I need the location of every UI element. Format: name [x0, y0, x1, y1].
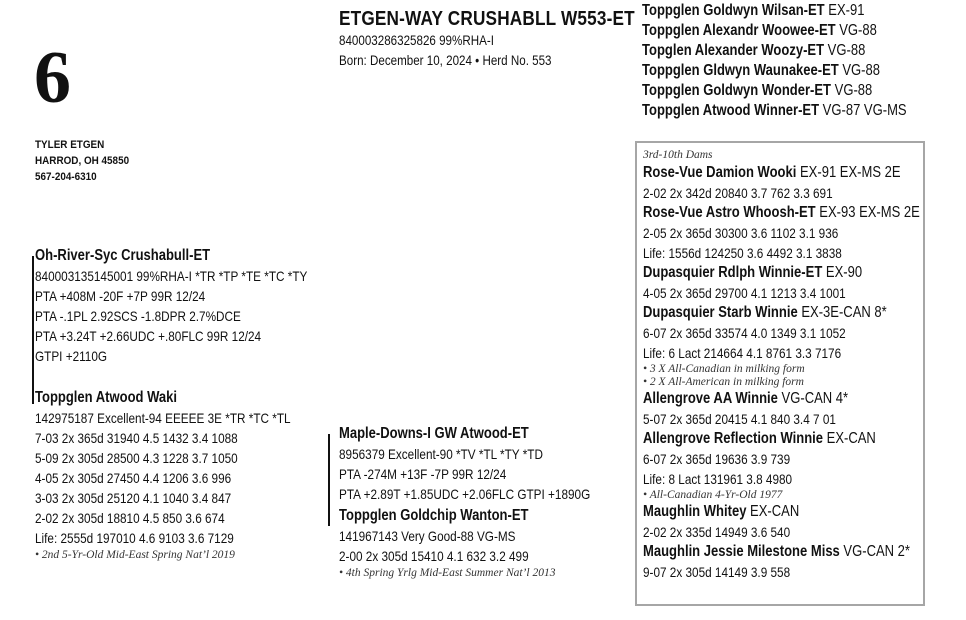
dams-rows — [643, 163, 966, 582]
ancestor-name-text: Allengrove Reflection Winnie — [643, 430, 824, 447]
maternal-grandsire-block — [339, 424, 638, 504]
dam-ancestor-record: 6-07 2x 365d 33574 4.0 1349 3.1 1052 — [643, 325, 846, 341]
pedigree-entry: Toppglen Goldwyn Wonder-ET VG-88 — [642, 82, 873, 99]
dam-ancestor-record: 2-02 2x 335d 14949 3.6 540 — [643, 524, 791, 540]
dam-ancestor-name — [643, 502, 920, 522]
mgs-name: Maple-Downs-I GW Atwood-ET — [339, 425, 529, 442]
ancestor-classification: EX-CAN — [746, 503, 800, 520]
ancestor-name-text: Maughlin Whitey — [643, 503, 747, 520]
mgs-line: PTA -274M +13F -7P 99R 12/24 — [339, 466, 507, 482]
dam-ancestor-record: Life: 1556d 124250 3.6 4492 3.1 3838 — [643, 245, 842, 261]
ancestor-name-text: Dupasquier Starb Winnie — [643, 304, 798, 321]
ancestor-name-text: Rose-Vue Damion Wooki — [643, 164, 797, 181]
pedigree-entry: Toppglen Gldwyn Waunakee-ET VG-88 — [642, 62, 881, 79]
dam-line: 142975187 Excellent-94 EEEEE 3E *TR *TC *TL — [35, 410, 291, 426]
ancestor-classification: EX-3E-CAN 8* — [797, 304, 887, 321]
dam-name: Toppglen Atwood Waki — [35, 389, 177, 406]
dam-line: 2-02 2x 305d 18810 4.5 850 3.6 674 — [35, 510, 225, 526]
sire-line: PTA +408M -20F +7P 99R 12/24 — [35, 288, 206, 304]
ancestor-name-text: Rose-Vue Astro Whoosh-ET — [643, 204, 816, 221]
dam-line: 7-03 2x 365d 31940 4.5 1432 3.4 1088 — [35, 430, 238, 446]
top-pedigree-list — [642, 1, 957, 121]
dam-ancestor-note: • 3 X All-Canadian in milking form — [643, 363, 805, 375]
sire-name: Oh-River-Syc Crushabull-ET — [35, 247, 211, 264]
dam-ancestor-note: • All-Canadian 4-Yr-Old 1977 — [643, 489, 783, 501]
maternal-granddam-block — [339, 506, 565, 580]
dam-ancestor-note: • 2 X All-American in milking form — [643, 376, 804, 388]
sire-line: GTPI +2110G — [35, 348, 108, 364]
dam-block — [35, 388, 339, 562]
ancestor-name-text: Allengrove AA Winnie — [643, 390, 778, 407]
ancestor-name-text: Dupasquier Rdlph Winnie-ET — [643, 264, 823, 281]
dam-line: 3-03 2x 305d 25120 4.1 1040 3.4 847 — [35, 490, 232, 506]
mgd-name: Toppglen Goldchip Wanton-ET — [339, 507, 529, 524]
pedigree-entry: Toppglen Goldwyn Wilsan-ET EX-91 — [642, 2, 865, 19]
pedigree-bracket-left — [32, 256, 34, 404]
dam-ancestor-record: 9-07 2x 305d 14149 3.9 558 — [643, 564, 791, 580]
sire-line: PTA -.1PL 2.92SCS -1.8DPR 2.7%DCE — [35, 308, 241, 324]
dam-ancestor-name — [643, 389, 920, 409]
dam-ancestor-name — [643, 263, 920, 283]
dam-ancestor-name — [643, 542, 920, 562]
mgd-line: 141967143 Very Good-88 VG-MS — [339, 528, 516, 544]
dams-box-content — [643, 148, 966, 582]
dam-ancestor-record: Life: 8 Lact 131961 3.8 4980 — [643, 471, 793, 487]
pedigree-entry: Topglen Alexander Woozy-ET VG-88 — [642, 42, 866, 59]
dam-ancestor-record: 5-07 2x 365d 20415 4.1 840 3.4 7 01 — [643, 411, 836, 427]
animal-born: Born: December 10, 2024 • Herd No. 553 — [339, 53, 552, 68]
ancestor-classification: EX-91 EX-MS 2E — [796, 164, 901, 181]
dam-ancestor-record: 6-07 2x 365d 19636 3.9 739 — [643, 451, 791, 467]
dam-ancestor-record: 2-02 2x 342d 20840 3.7 762 3.3 691 — [643, 185, 833, 201]
dam-line: 4-05 2x 305d 27450 4.4 1206 3.6 996 — [35, 470, 232, 486]
dams-heading: 3rd-10th Dams — [643, 149, 713, 161]
ancestor-classification: VG-CAN 4* — [777, 390, 849, 407]
mgs-line: PTA +2.89T +1.85UDC +2.06FLC GTPI +1890G — [339, 486, 591, 502]
dam-ancestor-record: Life: 6 Lact 214664 4.1 8761 3.3 7176 — [643, 345, 842, 361]
pedigree-entry: Toppglen Atwood Winner-ET VG-87 VG-MS — [642, 102, 907, 119]
pedigree-entry: Toppglen Alexandr Woowee-ET VG-88 — [642, 22, 877, 39]
sire-block — [35, 246, 359, 366]
animal-name: ETGEN-WAY CRUSHABLL W553-ET — [339, 8, 635, 30]
lot-number: 6 — [34, 37, 71, 119]
owner-address: HARROD, OH 45850 — [35, 155, 130, 167]
dam-ancestor-name — [643, 303, 920, 323]
sire-line: 840003135145001 99%RHA-I *TR *TP *TE *TC *TY — [35, 268, 308, 284]
dam-ancestor-name — [643, 429, 920, 449]
dam-ancestor-name — [643, 203, 920, 223]
dam-line: 5-09 2x 305d 28500 4.3 1228 3.7 1050 — [35, 450, 238, 466]
ancestor-classification: EX-93 EX-MS 2E — [815, 204, 920, 221]
ancestor-name-text: Maughlin Jessie Milestone Miss — [643, 543, 840, 560]
ancestor-classification: EX-90 — [822, 264, 863, 281]
mgs-line: 8956379 Excellent-90 *TV *TL *TY *TD — [339, 446, 543, 462]
ancestor-classification: VG-CAN 2* — [839, 543, 911, 560]
mgd-line: 2-00 2x 305d 15410 4.1 632 3.2 499 — [339, 548, 529, 564]
owner-phone: 567-204-6310 — [35, 171, 97, 183]
pedigree-bracket-middle — [328, 434, 330, 526]
sire-line: PTA +3.24T +2.66UDC +.80FLC 99R 12/24 — [35, 328, 262, 344]
ancestor-classification: EX-CAN — [823, 430, 876, 447]
dam-ancestor-record: 2-05 2x 365d 30300 3.6 1102 3.1 936 — [643, 225, 839, 241]
owner-name: TYLER ETGEN — [35, 139, 105, 151]
mgd-note: • 4th Spring Yrlg Mid-East Summer Nat’l 2013 — [339, 567, 556, 579]
dam-note: • 2nd 5-Yr-Old Mid-East Spring Nat’l 2019 — [35, 549, 235, 561]
dam-ancestor-record: 4-05 2x 365d 29700 4.1 1213 3.4 1001 — [643, 285, 846, 301]
animal-registration: 840003286325826 99%RHA-I — [339, 33, 494, 48]
dam-line: Life: 2555d 197010 4.6 9103 3.6 7129 — [35, 530, 234, 546]
dam-ancestor-name — [643, 163, 920, 183]
